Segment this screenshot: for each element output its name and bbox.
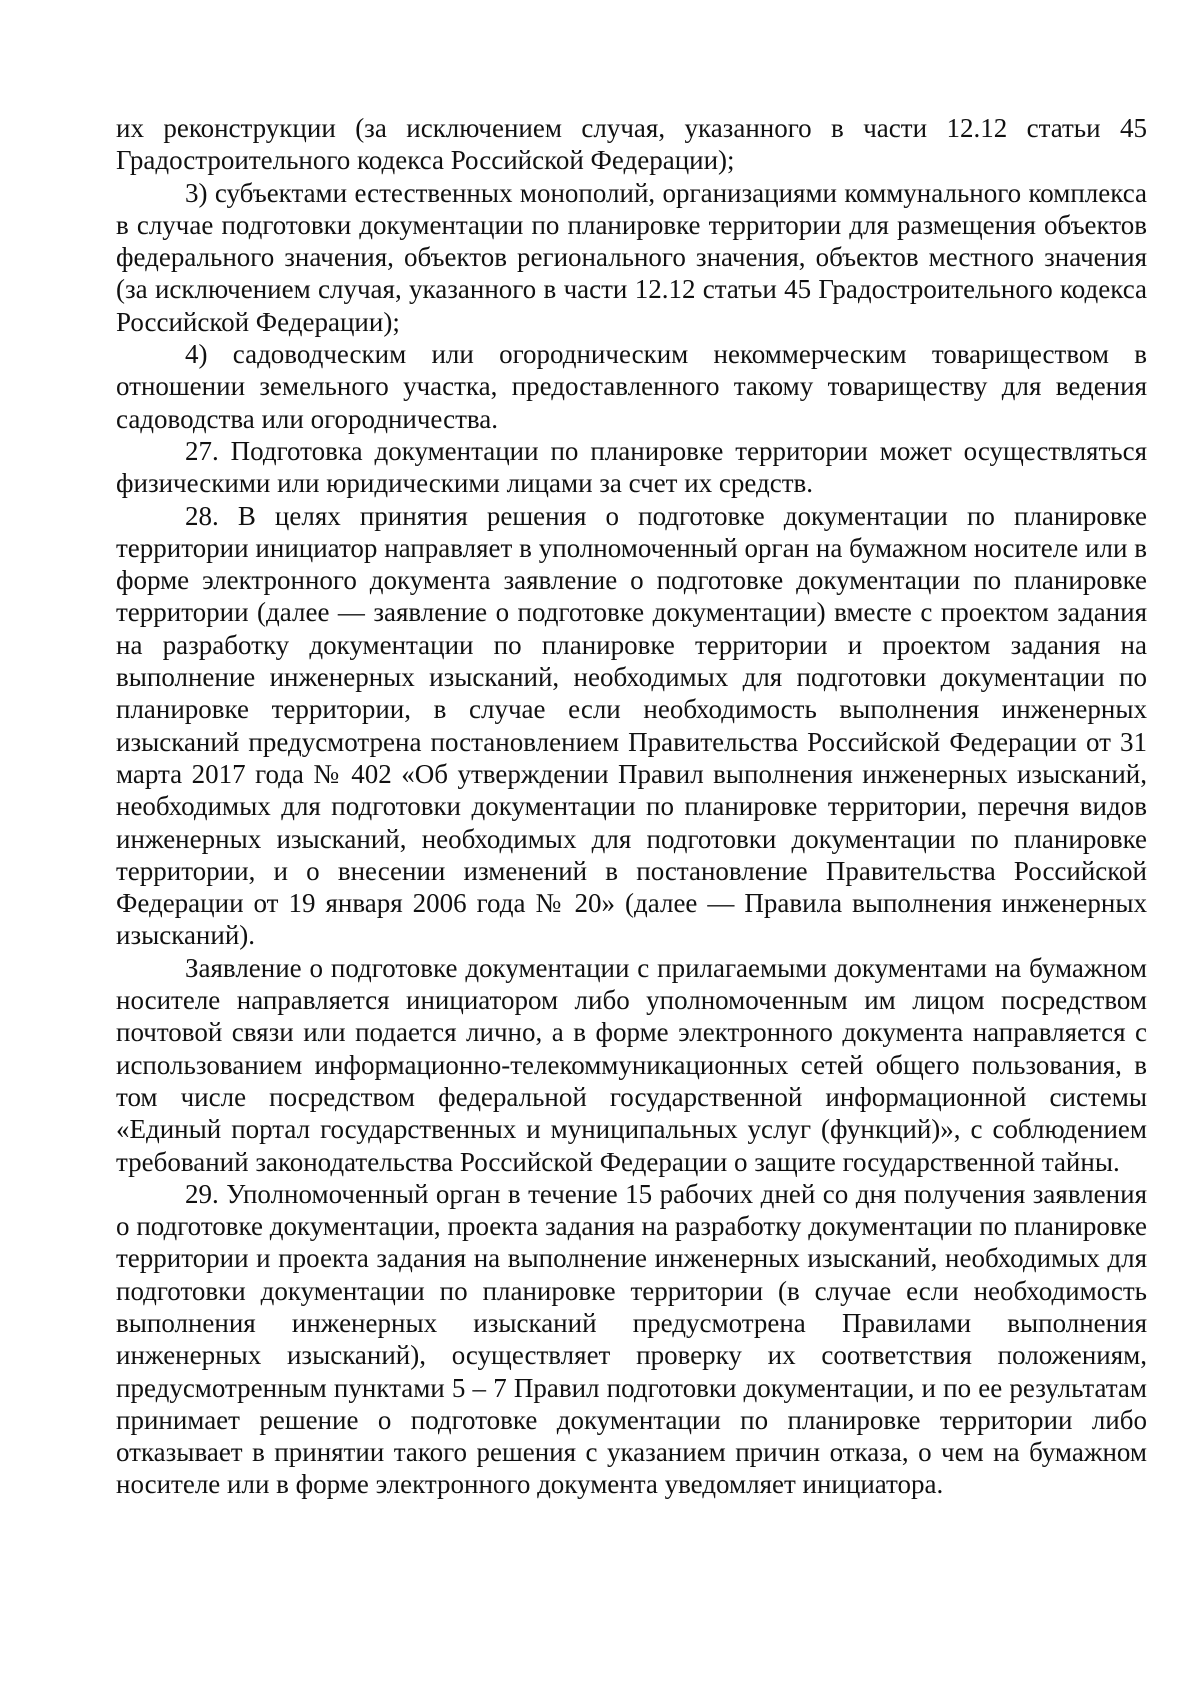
paragraph-clause-27: 27. Подготовка документации по планировке территории может осуществляться физическими или юридическими лицами за счет их средств. — [116, 435, 1147, 499]
paragraph-clause-29: 29. Уполномоченный орган в течение 15 рабочих дней со дня получения заявления о подготовке документации, проекта задания на разработку документации по планировке территории и проекта задания на выполнение инженерных изысканий, необходимых для подготовки документации по планировке территории (в случае если необходимость выполнения инженерных изысканий предусмотрена Правилами выполнения инженерных изысканий), осуществляет проверку их соответствия положениям, предусмотренным пунктами 5 – 7 Правил подготовки документации, и по ее результатам принимает решение о подготовке документации по планировке территории либо отказывает в принятии такого решения с указанием причин отказа, о чем на бумажном носителе или в форме электронного документа уведомляет инициатора. — [116, 1178, 1147, 1500]
document-page — [116, 112, 1147, 1501]
paragraph-application-submission: Заявление о подготовке документации с прилагаемыми документами на бумажном носителе направляется инициатором либо уполномоченным им лицом посредством почтовой связи или подается лично, а в форме электронного документа направляется с использованием информационно-телекоммуникационных сетей общего пользования, в том числе посредством федеральной государственной информационной системы «Единый портал государственных и муниципальных услуг (функций)», с соблюдением требований законодательства Российской Федерации о защите государственной тайны. — [116, 952, 1147, 1177]
paragraph-clause-28: 28. В целях принятия решения о подготовке документации по планировке территории инициатор направляет в уполномоченный орган на бумажном носителе или в форме электронного документа заявление о подготовке документации по планировке территории (далее — заявление о подготовке документации) вместе с проектом задания на разработку документации по планировке территории и проектом задания на выполнение инженерных изысканий, необходимых для подготовки документации по планировке территории, в случае если необходимость выполнения инженерных изысканий предусмотрена постановлением Правительства Российской Федерации от 31 марта 2017 года № 402 «Об утверждении Правил выполнения инженерных изысканий, необходимых для подготовки документации по планировке территории, перечня видов инженерных изысканий, необходимых для подготовки документации по планировке территории, и о внесении изменений в постановление Правительства Российской Федерации от 19 января 2006 года № 20» (далее — Правила выполнения инженерных изысканий). — [116, 500, 1147, 951]
paragraph-item-4: 4) садоводческим или огородническим некоммерческим товариществом в отношении земельного участка, предоставленного такому товариществу для ведения садоводства или огородничества. — [116, 339, 1147, 434]
paragraph-continuation: их реконструкции (за исключением случая, указанного в части 12.12 статьи 45 Градостроительного кодекса Российской Федерации); — [116, 113, 1147, 176]
paragraph-item-3: 3) субъектами естественных монополий, организациями коммунального комплекса в случае подготовки документации по планировке территории для размещения объектов федерального значения, объектов регионального значения, объектов местного значения (за исключением случая, указанного в части 12.12 статьи 45 Градостроительного кодекса Российской Федерации); — [116, 177, 1147, 337]
